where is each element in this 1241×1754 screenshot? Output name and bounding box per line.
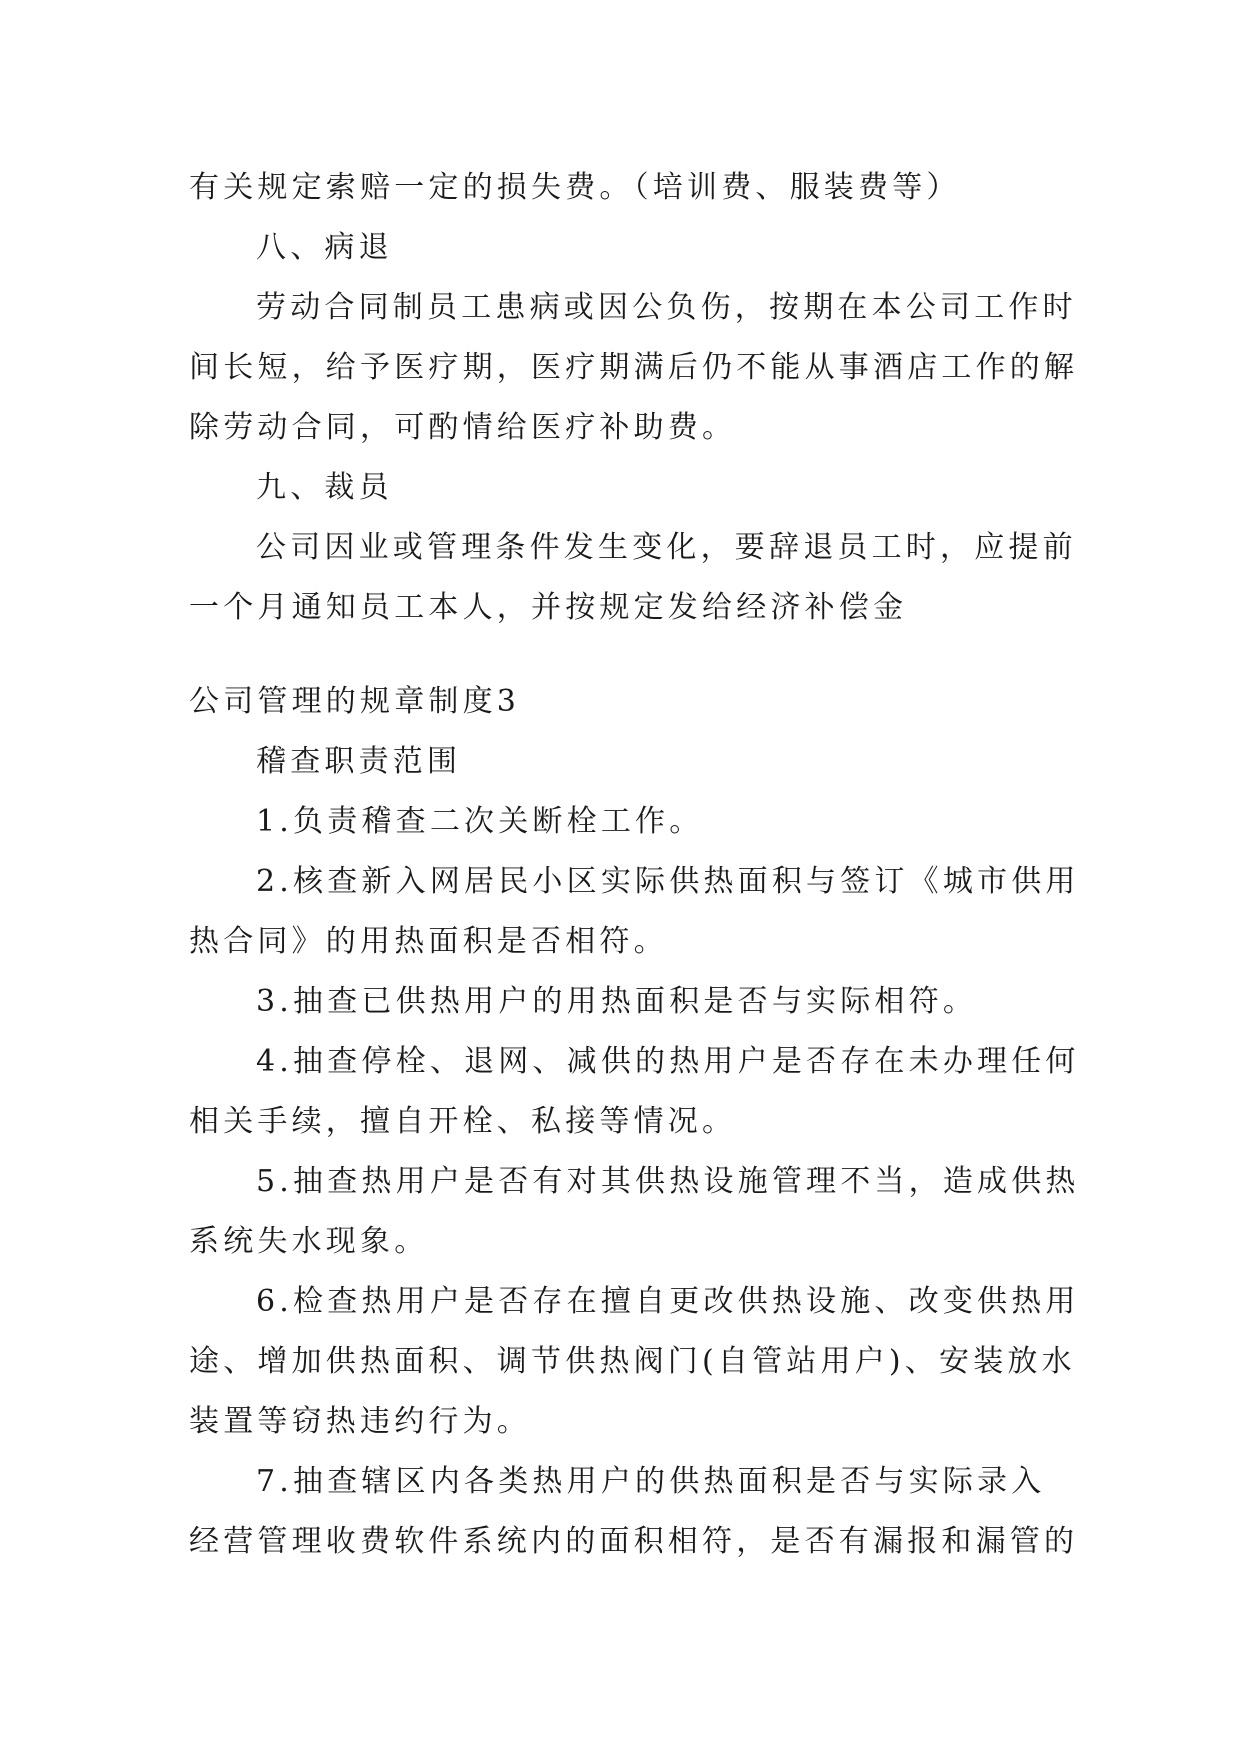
list-item-continuation: 装置等窃热违约行为。 bbox=[189, 1404, 531, 1439]
paragraph-line: 劳动合同制员工患病或因公负伤，按期在本公司工作时 bbox=[256, 290, 1077, 325]
list-item: 6.检查热用户是否存在擅自更改供热设施、改变供热用 bbox=[256, 1284, 1080, 1319]
list-item: 3.抽查已供热用户的用热面积是否与实际相符。 bbox=[256, 984, 978, 1019]
list-item-continuation: 相关手续，擅自开栓、私接等情况。 bbox=[189, 1104, 737, 1139]
list-item: 1.负责稽查二次关断栓工作。 bbox=[256, 804, 704, 839]
paragraph-continuation: 有关规定索赔一定的损失费。（培训费、服装费等） bbox=[189, 170, 961, 205]
section-heading-audit-scope: 稽查职责范围 bbox=[256, 744, 462, 779]
paragraph-line: 公司因业或管理条件发生变化，要辞退员工时，应提前 bbox=[256, 530, 1077, 565]
paragraph-line: 除劳动合同，可酌情给医疗补助费。 bbox=[189, 410, 737, 445]
list-item: 4.抽查停栓、退网、减供的热用户是否存在未办理任何 bbox=[256, 1044, 1080, 1079]
list-item-continuation: 系统失水现象。 bbox=[189, 1224, 429, 1259]
article-title: 公司管理的规章制度3 bbox=[189, 684, 521, 719]
list-item: 2.核查新入网居民小区实际供热面积与签订《城市供用 bbox=[256, 864, 1080, 899]
list-item: 7.抽查辖区内各类热用户的供热面积是否与实际录入 bbox=[256, 1464, 1046, 1499]
list-item-continuation: 经营管理收费软件系统内的面积相符，是否有漏报和漏管的 bbox=[189, 1524, 1079, 1559]
paragraph-line: 一个月通知员工本人，并按规定发给经济补偿金 bbox=[189, 590, 908, 625]
section-heading-sick-leave: 八、病退 bbox=[256, 230, 393, 265]
list-item-continuation: 途、增加供热面积、调节供热阀门(自管站用户)、安装放水 bbox=[189, 1344, 1076, 1379]
paragraph-line: 间长短，给予医疗期，医疗期满后仍不能从事酒店工作的解 bbox=[189, 350, 1079, 385]
list-item: 5.抽查热用户是否有对其供热设施管理不当，造成供热 bbox=[256, 1164, 1080, 1199]
list-item-continuation: 热合同》的用热面积是否相符。 bbox=[189, 924, 668, 959]
section-heading-layoff: 九、裁员 bbox=[256, 470, 393, 505]
